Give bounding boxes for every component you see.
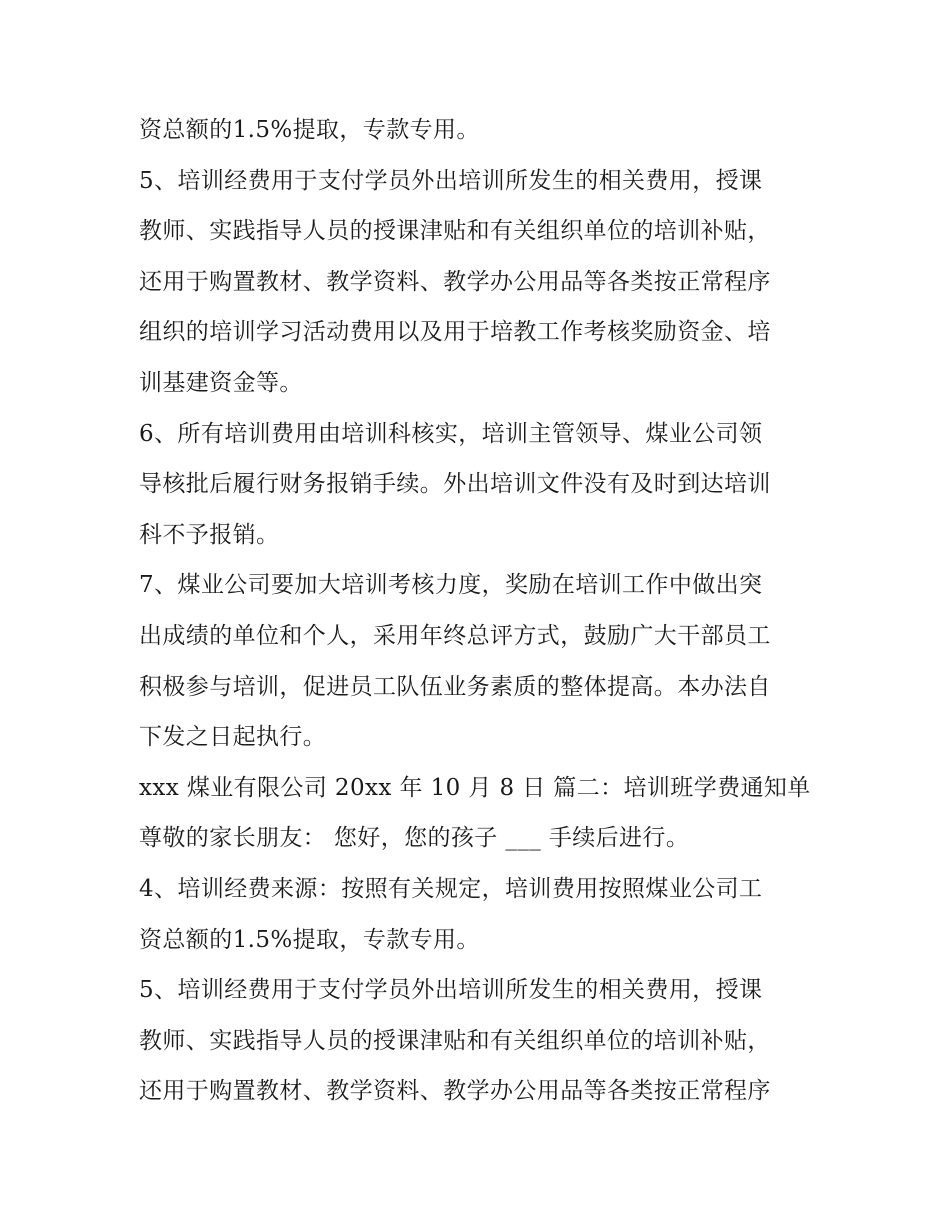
text-line: 尊敬的家长朋友： 您好，您的孩子 ___ 手续后进行。: [139, 825, 690, 852]
text-line: 导核批后履行财务报销手续。外出培训文件没有及时到达培训: [139, 471, 771, 498]
text-line: 教师、实践指导人员的授课津贴和有关组织单位的培训补贴，: [139, 218, 771, 245]
text-line: 5、培训经费用于支付学员外出培训所发生的相关费用，授课: [139, 167, 763, 194]
text-line: 下发之日起执行。: [139, 724, 327, 751]
text-line: 出成绩的单位和个人，采用年终总评方式，鼓励广大干部员工: [139, 622, 771, 649]
text-line: 还用于购置教材、教学资料、教学办公用品等各类按正常程序: [139, 268, 771, 295]
document-body: [139, 105, 819, 1117]
text-line: 科不予报销。: [139, 521, 280, 548]
text-line: 训基建资金等。: [139, 369, 303, 396]
text-line: 资总额的1.5%提取，专款专用。: [139, 117, 480, 143]
text-line: 还用于购置教材、教学资料、教学办公用品等各类按正常程序: [139, 1078, 771, 1105]
text-line: xxx 煤业有限公司 20xx 年 10 月 8 日 篇二：培训班学费通知单: [139, 774, 811, 801]
text-line: 教师、实践指导人员的授课津贴和有关组织单位的培训补贴，: [139, 1027, 771, 1054]
text-line: 4、培训经费来源：按照有关规定，培训费用按照煤业公司工: [139, 875, 763, 902]
text-line: 6、所有培训费用由培训科核实，培训主管领导、煤业公司领: [139, 420, 763, 447]
text-line: 7、煤业公司要加大培训考核力度，奖励在培训工作中做出突: [139, 572, 763, 599]
text-line: 5、培训经费用于支付学员外出培训所发生的相关费用，授课: [139, 977, 763, 1004]
text-line: 组织的培训学习活动费用以及用于培教工作考核奖励资金、培: [139, 319, 771, 346]
text-line: 资总额的1.5%提取，专款专用。: [139, 926, 480, 953]
text-line: 积极参与培训，促进员工队伍业务素质的整体提高。本办法自: [139, 673, 771, 700]
